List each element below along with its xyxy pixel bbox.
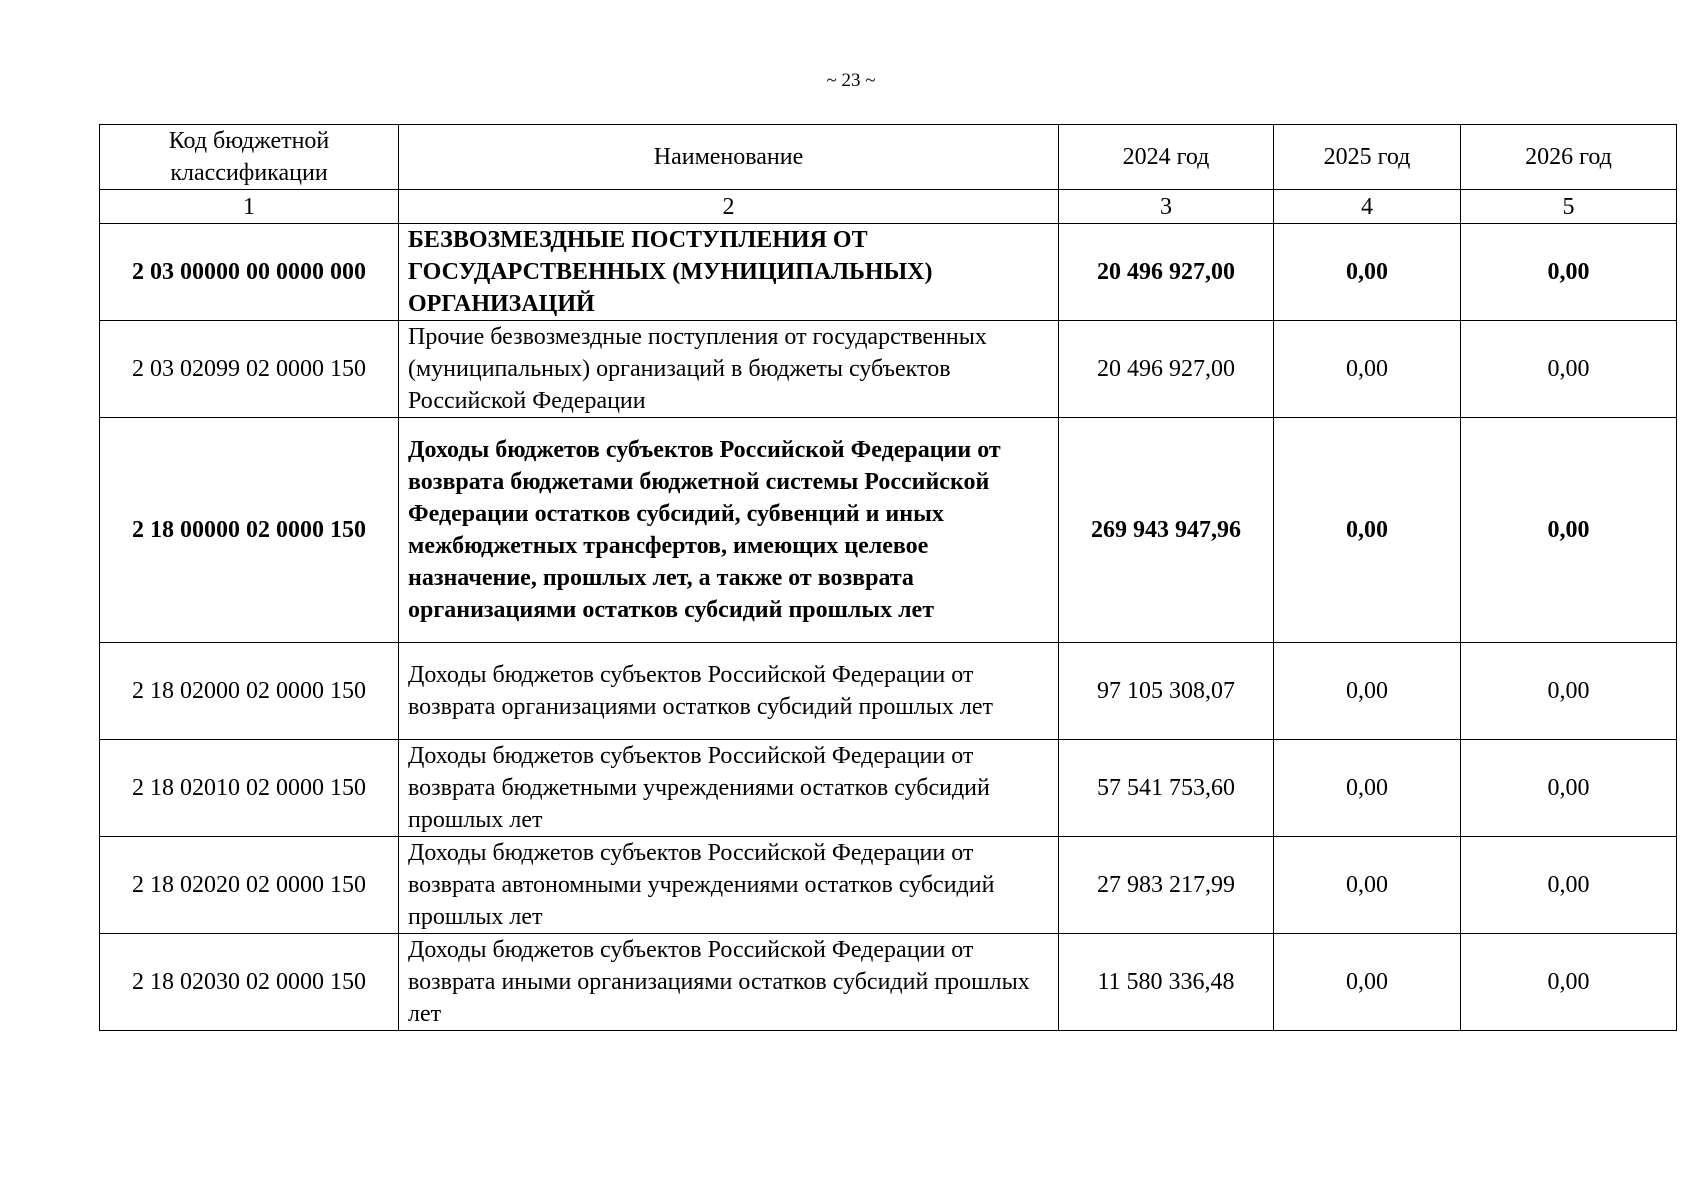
value-2026-cell: 0,00 — [1461, 224, 1677, 321]
value-2025-cell: 0,00 — [1274, 418, 1461, 643]
budget-code-cell: 2 03 02099 02 0000 150 — [100, 321, 399, 418]
header-name: Наименование — [399, 125, 1059, 190]
name-cell: Доходы бюджетов субъектов Российской Федерации от возврата бюджетными учреждениями остатков субсидий прошлых лет — [399, 740, 1059, 837]
value-2025-cell: 0,00 — [1274, 224, 1461, 321]
name-cell: БЕЗВОЗМЕЗДНЫЕ ПОСТУПЛЕНИЯ ОТ ГОСУДАРСТВЕННЫХ (МУНИЦИПАЛЬНЫХ) ОРГАНИЗАЦИЙ — [399, 224, 1059, 321]
budget-code-cell: 2 18 02020 02 0000 150 — [100, 837, 399, 934]
column-number: 2 — [399, 190, 1059, 224]
value-2026-cell: 0,00 — [1461, 321, 1677, 418]
value-2026-cell: 0,00 — [1461, 418, 1677, 643]
value-2025-cell: 0,00 — [1274, 643, 1461, 740]
name-cell: Доходы бюджетов субъектов Российской Федерации от возврата иными организациями остатков субсидий прошлых лет — [399, 934, 1059, 1031]
page-number: ~ 23 ~ — [826, 70, 876, 91]
table-row — [100, 740, 1677, 837]
budget-table — [99, 124, 1677, 1031]
column-number: 4 — [1274, 190, 1461, 224]
table-row — [100, 418, 1677, 643]
header-2024: 2024 год — [1059, 125, 1274, 190]
table-row — [100, 934, 1677, 1031]
budget-code-cell: 2 18 00000 02 0000 150 — [100, 418, 399, 643]
column-number: 3 — [1059, 190, 1274, 224]
column-number: 1 — [100, 190, 399, 224]
header-code: Код бюджетной классификации — [100, 125, 399, 190]
header-2025: 2025 год — [1274, 125, 1461, 190]
name-cell: Доходы бюджетов субъектов Российской Федерации от возврата автономными учреждениями остатков субсидий прошлых лет — [399, 837, 1059, 934]
table-row — [100, 224, 1677, 321]
value-2024-cell: 20 496 927,00 — [1059, 224, 1274, 321]
value-2024-cell: 97 105 308,07 — [1059, 643, 1274, 740]
name-cell: Доходы бюджетов субъектов Российской Федерации от возврата организациями остатков субсидий прошлых лет — [399, 643, 1059, 740]
value-2024-cell: 269 943 947,96 — [1059, 418, 1274, 643]
table-row — [100, 321, 1677, 418]
value-2024-cell: 27 983 217,99 — [1059, 837, 1274, 934]
name-cell: Доходы бюджетов субъектов Российской Федерации от возврата бюджетами бюджетной системы Российской Федерации остатков субсидий, субвенций и иных межбюджетных трансфертов, имеющих целевое назначение, прошлых лет, а также от возврата организациями остатков субсидий прошлых лет — [399, 418, 1059, 643]
name-cell: Прочие безвозмездные поступления от государственных (муниципальных) организаций в бюджеты субъектов Российской Федерации — [399, 321, 1059, 418]
value-2024-cell: 57 541 753,60 — [1059, 740, 1274, 837]
value-2026-cell: 0,00 — [1461, 837, 1677, 934]
value-2024-cell: 11 580 336,48 — [1059, 934, 1274, 1031]
budget-code-cell: 2 18 02010 02 0000 150 — [100, 740, 399, 837]
value-2025-cell: 0,00 — [1274, 837, 1461, 934]
budget-code-cell: 2 18 02030 02 0000 150 — [100, 934, 399, 1031]
header-row — [100, 125, 1677, 190]
table-row — [100, 643, 1677, 740]
value-2026-cell: 0,00 — [1461, 740, 1677, 837]
budget-code-cell: 2 03 00000 00 0000 000 — [100, 224, 399, 321]
value-2025-cell: 0,00 — [1274, 934, 1461, 1031]
value-2025-cell: 0,00 — [1274, 321, 1461, 418]
column-number-row — [100, 190, 1677, 224]
value-2026-cell: 0,00 — [1461, 934, 1677, 1031]
budget-code-cell: 2 18 02000 02 0000 150 — [100, 643, 399, 740]
column-number: 5 — [1461, 190, 1677, 224]
value-2025-cell: 0,00 — [1274, 740, 1461, 837]
header-2026: 2026 год — [1461, 125, 1677, 190]
value-2024-cell: 20 496 927,00 — [1059, 321, 1274, 418]
value-2026-cell: 0,00 — [1461, 643, 1677, 740]
table-row — [100, 837, 1677, 934]
